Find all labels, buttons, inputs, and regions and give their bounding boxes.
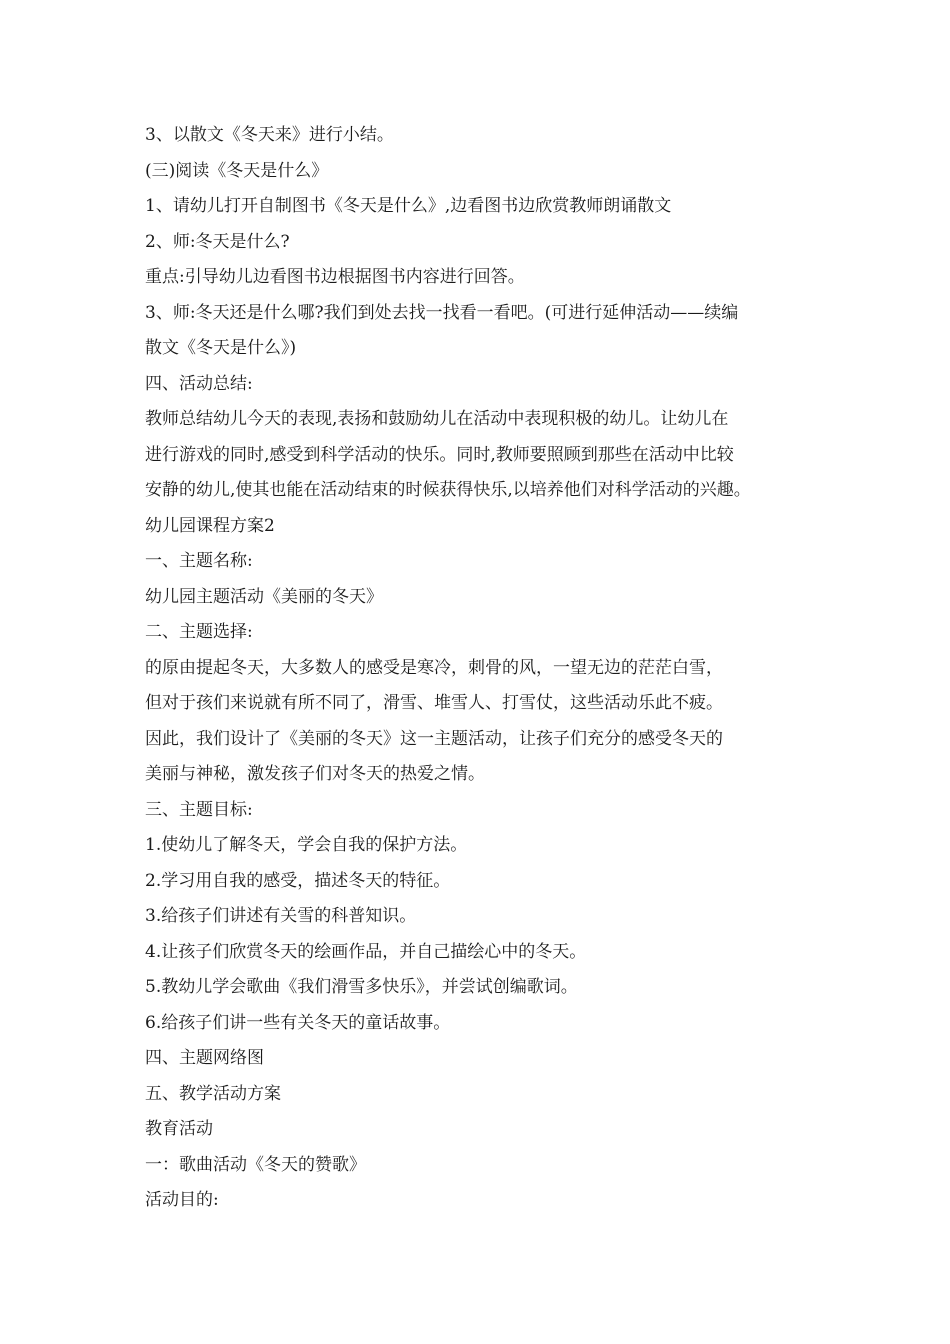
text-line: 安静的幼儿,使其也能在活动结束的时候获得快乐,以培养他们对科学活动的兴趣。 <box>145 480 751 500</box>
text-line: 但对于孩们来说就有所不同了，滑雪、堆雪人、打雪仗，这些活动乐此不疲。 <box>145 693 723 713</box>
text-line: 3、以散文《冬天来》进行小结。 <box>145 125 394 145</box>
section-heading: 四、活动总结: <box>145 373 253 394</box>
text-line: 2、师:冬天是什么? <box>145 231 290 252</box>
text-line: 幼儿园主题活动《美丽的冬天》 <box>145 586 383 607</box>
section-heading: 三、主题目标: <box>145 799 253 820</box>
text-line: 散文《冬天是什么》) <box>145 338 297 358</box>
text-line: 进行游戏的同时,感受到科学活动的快乐。同时,教师要照顾到那些在活动中比较 <box>145 444 734 465</box>
list-item: 6.给孩子们讲一些有关冬天的童话故事。 <box>145 1012 451 1033</box>
text-line: 一：歌曲活动《冬天的赞歌》 <box>145 1154 366 1175</box>
document-title: 幼儿园课程方案2 <box>145 515 275 536</box>
text-line: 的原由提起冬天，大多数人的感受是寒冷，刺骨的风，一望无边的茫茫白雪， <box>145 657 723 678</box>
text-line: 活动目的: <box>145 1190 219 1210</box>
section-heading: (三)阅读《冬天是什么》 <box>145 160 329 181</box>
list-item: 4.让孩子们欣赏冬天的绘画作品，并自己描绘心中的冬天。 <box>145 941 587 962</box>
list-item: 3.给孩子们讲述有关雪的科普知识。 <box>145 906 417 926</box>
document-body <box>145 118 825 1219</box>
list-item: 5.教幼儿学会歌曲《我们滑雪多快乐》，并尝试创编歌词。 <box>145 977 578 997</box>
text-line: 重点:引导幼儿边看图书边根据图书内容进行回答。 <box>145 267 525 287</box>
text-line: 1、请幼儿打开自制图书《冬天是什么》,边看图书边欣赏教师朗诵散文 <box>145 196 672 216</box>
section-heading: 二、主题选择: <box>145 622 253 642</box>
section-heading: 一、主题名称: <box>145 551 253 571</box>
text-line: 3、师:冬天还是什么哪?我们到处去找一找看一看吧。(可进行延伸活动——续编 <box>145 302 739 323</box>
text-line: 因此，我们设计了《美丽的冬天》这一主题活动，让孩子们充分的感受冬天的 <box>145 728 723 749</box>
text-line: 教师总结幼儿今天的表现,表扬和鼓励幼儿在活动中表现积极的幼儿。让幼儿在 <box>145 409 729 429</box>
text-line: 教育活动 <box>145 1119 213 1139</box>
list-item: 1.使幼儿了解冬天，学会自我的保护方法。 <box>145 835 468 855</box>
section-heading: 四、主题网络图 <box>145 1048 264 1068</box>
text-line: 美丽与神秘，激发孩子们对冬天的热爱之情。 <box>145 764 485 784</box>
list-item: 2.学习用自我的感受，描述冬天的特征。 <box>145 870 451 891</box>
section-heading: 五、教学活动方案 <box>145 1083 281 1104</box>
